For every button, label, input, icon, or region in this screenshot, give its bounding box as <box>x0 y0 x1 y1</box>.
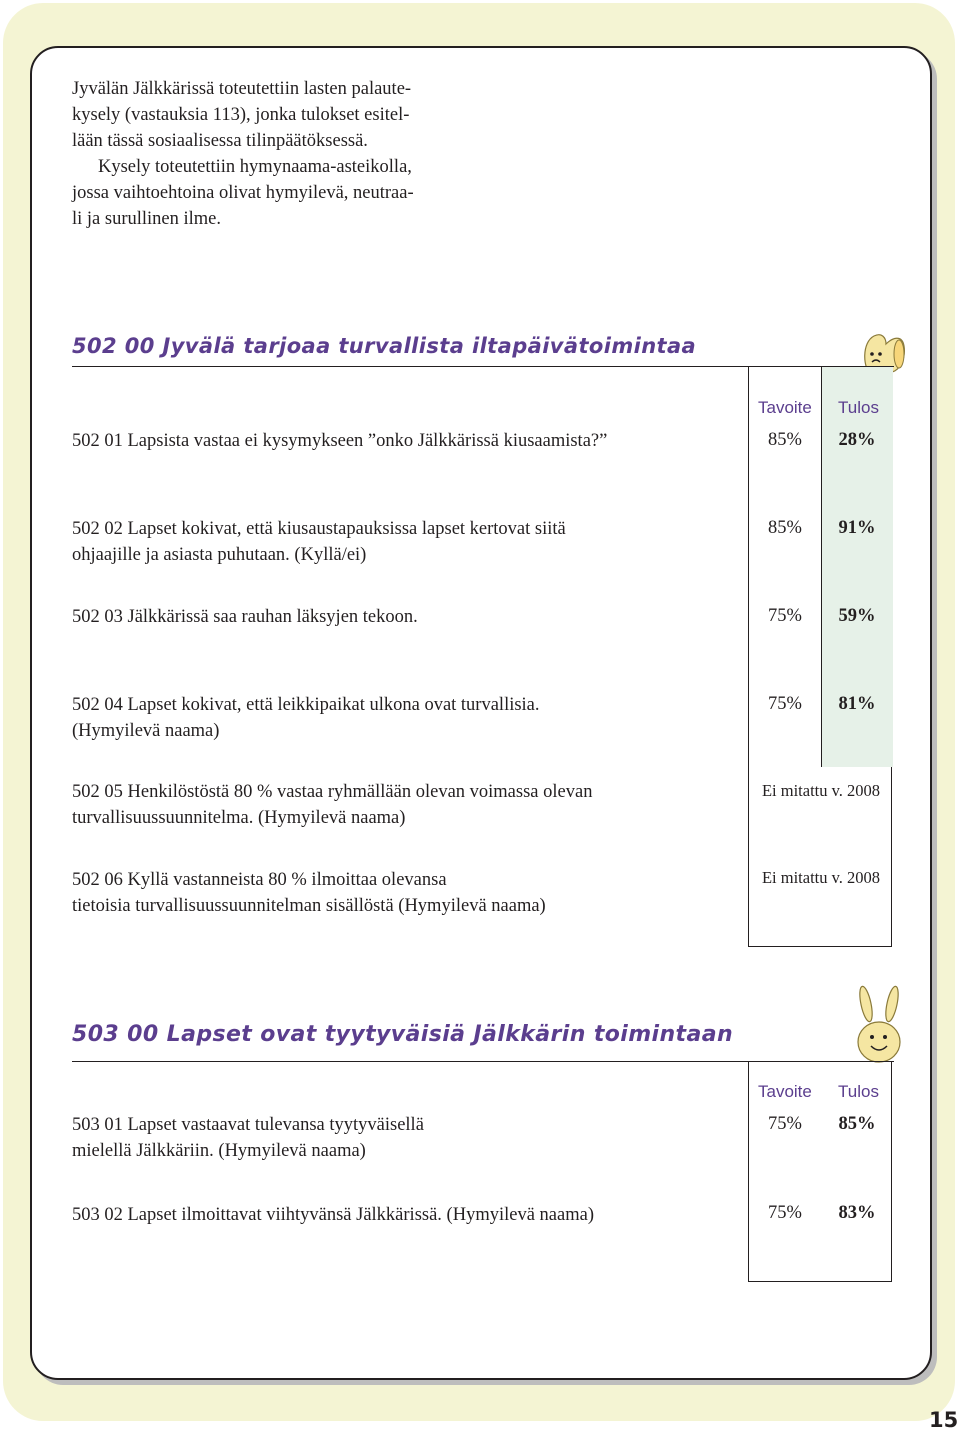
row-502-05-note: Ei mitattu v. 2008 <box>761 781 881 800</box>
row-502-02-tulos: 91% <box>838 518 876 538</box>
page-number: 15 <box>929 1408 959 1432</box>
row-503-01-line1: 503 01 Lapset vastaavat tulevansa tyytyväisellä <box>72 1115 424 1135</box>
row-503-01-line2: mielellä Jälkkäriin. (Hymyilevä naama) <box>72 1141 366 1161</box>
intro-line: li ja surullinen ilme. <box>72 209 222 229</box>
intro-line: lään tässä sosiaalisessa tilinpäätöksessä. <box>72 131 368 151</box>
intro-line: kysely (vastauksia 113), jonka tulokset esitel- <box>72 105 410 125</box>
row-503-02-tavoite: 75% <box>768 1203 802 1223</box>
happy-bunny-icon <box>852 984 906 1066</box>
tavoite-header: Tavoite <box>758 1082 812 1101</box>
row-502-02-tavoite: 85% <box>768 518 802 538</box>
section-503-title: 503 00 Lapset ovat tyytyväisiä Jälkkärin toimintaan <box>72 1022 734 1047</box>
tavoite-header: Tavoite <box>758 398 812 417</box>
row-502-01-tulos: 28% <box>838 430 876 450</box>
row-502-04-tulos: 81% <box>838 694 876 714</box>
intro-line: jossa vaihtoehtoina olivat hymyilevä, neutraa- <box>72 183 414 203</box>
row-502-06-line2: tietoisia turvallisuussuunnitelman sisällöstä (Hymyilevä naama) <box>72 896 546 916</box>
row-502-05-line1: 502 05 Henkilöstöstä 80 % vastaa ryhmällään olevan voimassa olevan <box>72 782 593 802</box>
intro-text <box>72 76 492 232</box>
intro-line: Kysely toteutettiin hymynaama-asteikolla, <box>98 157 412 177</box>
row-502-02-line1: 502 02 Lapset kokivat, että kiusaustapauksissa lapset kertovat siitä <box>72 519 566 539</box>
row-502-01: 502 01 Lapsista vastaa ei kysymykseen ”onko Jälkkärissä kiusaamista?” <box>72 431 608 451</box>
section-502-title: 502 00 Jyvälä tarjoaa turvallista iltapäivätoimintaa <box>72 334 697 358</box>
row-502-01-tavoite: 85% <box>768 430 802 450</box>
row-502-03: 502 03 Jälkkärissä saa rauhan läksyjen tekoon. <box>72 607 418 627</box>
tulos-header: Tulos <box>838 398 879 417</box>
row-503-02: 503 02 Lapset ilmoittavat viihtyvänsä Jälkkärissä. (Hymyilevä naama) <box>72 1205 594 1225</box>
row-502-02-line2: ohjaajille ja asiasta puhutaan. (Kyllä/ei) <box>72 545 367 565</box>
row-503-01-tavoite: 75% <box>768 1114 802 1134</box>
intro-line: Jyvälän Jälkkärissä toteutettiin lasten palaute- <box>72 79 412 99</box>
tulos-header: Tulos <box>838 1082 879 1101</box>
row-503-02-tulos: 83% <box>838 1203 876 1223</box>
row-502-06-note: Ei mitattu v. 2008 <box>761 868 881 887</box>
row-502-06-line1: 502 06 Kyllä vastanneista 80 % ilmoittaa olevansa <box>72 870 447 890</box>
row-502-04-tavoite: 75% <box>768 694 802 714</box>
row-502-03-tavoite: 75% <box>768 606 802 626</box>
row-502-04-line1: 502 04 Lapset kokivat, että leikkipaikat ulkona ovat turvallisia. <box>72 695 540 715</box>
row-502-04-line2: (Hymyilevä naama) <box>72 721 220 741</box>
row-503-01-tulos: 85% <box>838 1114 876 1134</box>
row-502-05-line2: turvallisuussuunnitelma. (Hymyilevä naama) <box>72 808 406 828</box>
row-502-03-tulos: 59% <box>838 606 876 626</box>
